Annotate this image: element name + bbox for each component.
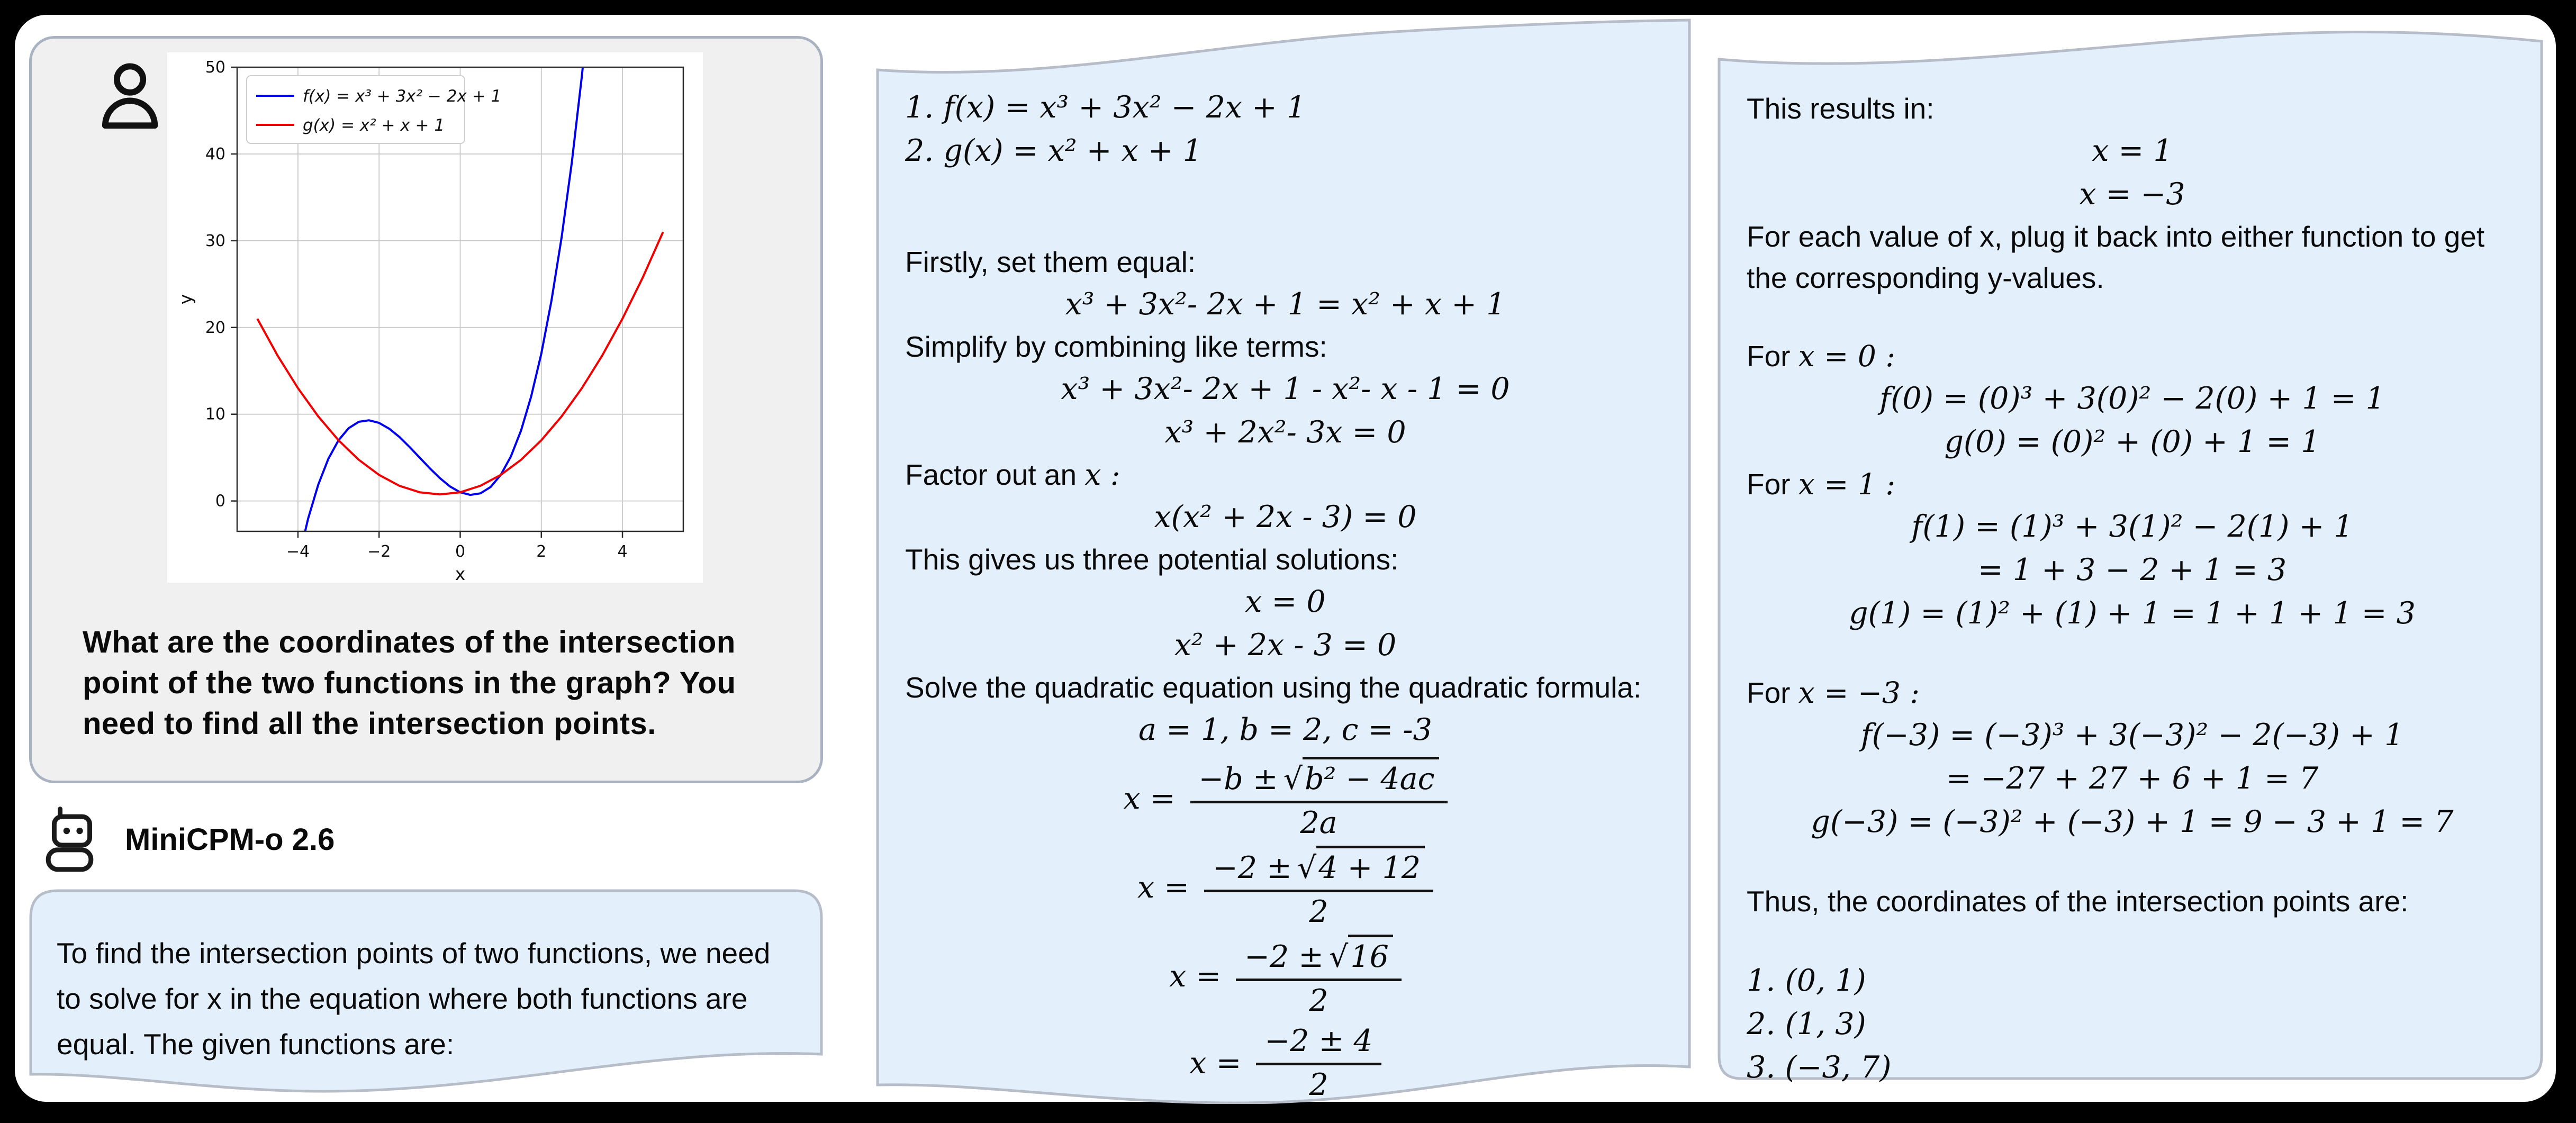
svg-text:−2: −2 <box>367 542 391 561</box>
svg-text:y: y <box>175 294 196 305</box>
panel-line: For each value of x, plug it back into either function to get the corresponding y-values. <box>1747 220 2485 294</box>
panel-line <box>1747 298 2518 336</box>
panel-line: = 1 + 3 − 2 + 1 = 3 <box>1977 553 2287 587</box>
function-graph <box>167 52 703 583</box>
user-message-panel <box>29 36 823 783</box>
panel-line: x³ + 3x²- 2x + 1 = x² + x + 1 <box>1065 287 1506 322</box>
svg-text:20: 20 <box>205 318 225 337</box>
bot-name-label: MiniCPM-o 2.6 <box>125 822 335 857</box>
panel-line: 2. (1, 3) <box>1747 1007 1866 1042</box>
panel-line: Solve the quadratic equation using the quadratic formula: <box>905 671 1642 704</box>
svg-text:4: 4 <box>617 542 628 561</box>
panel-line: x = −b ± √ b² − 4ac 2a <box>905 757 1666 840</box>
svg-text:0: 0 <box>215 492 225 511</box>
panel-line <box>1747 635 2518 672</box>
panel-line: f(−3) = (−3)³ + 3(−3)² − 2(−3) + 1 <box>1860 718 2404 753</box>
svg-text:30: 30 <box>205 231 225 250</box>
panel-line: x = $\frac{-2 \pm 4}{2}$ <box>905 1024 1666 1102</box>
bot-row <box>42 797 335 882</box>
panel-line: f(1) = (1)³ + 3(1)² − 2(1) + 1 <box>1911 509 2353 544</box>
panel-line: This results in: <box>1747 92 1935 125</box>
panel-line: 1. (0, 1) <box>1747 963 1866 998</box>
svg-text:f(x) = x³ + 3x² − 2x + 1: f(x) = x³ + 3x² − 2x + 1 <box>303 87 502 106</box>
panel-line: Simplify by combining like terms: <box>905 330 1327 363</box>
response-panel-3 <box>1718 18 2543 1093</box>
panel-line: x³ + 3x²- 2x + 1 - x²- x - 1 = 0 <box>1061 372 1510 406</box>
panel-line: 3. (−3, 7) <box>1747 1050 1892 1085</box>
panel-line: 2. g(x) = x² + x + 1 <box>905 133 1203 168</box>
panel-line <box>1747 844 2518 881</box>
panel-line: This gives us three potential solutions: <box>905 543 1399 576</box>
svg-text:0: 0 <box>455 542 466 561</box>
panel-line: Factor out an x : <box>905 458 1120 492</box>
response-bubble-1 <box>29 889 823 1101</box>
panel-line: For x = 1 : <box>1747 467 1895 501</box>
panel-line: For x = −3 : <box>1747 676 1920 710</box>
panel-line: 1. f(x) = x³ + 3x² − 2x + 1 <box>905 90 1306 125</box>
panel-line: x = −2 ± √ 16 2 <box>905 935 1666 1018</box>
panel-line: x = −2 ± √ 4 + 12 2 <box>905 846 1666 929</box>
panel-line: x = −3 <box>2079 177 2185 212</box>
svg-text:−4: −4 <box>286 542 310 561</box>
user-avatar-icon <box>94 61 163 140</box>
response-panel-2 <box>876 18 1691 1104</box>
panel-line: x³ + 2x²- 3x = 0 <box>1164 415 1406 450</box>
panel-line: a = 1, b = 2, c = -3 <box>1138 712 1432 747</box>
panel-line: x² + 2x - 3 = 0 <box>1174 628 1397 663</box>
panel-line: = −27 + 27 + 6 + 1 = 7 <box>1946 761 2319 796</box>
panel-line: Thus, the coordinates of the intersection points are: <box>1747 885 2409 918</box>
panel-line: x = 0 <box>1245 584 1326 619</box>
svg-text:x: x <box>455 564 466 583</box>
panel-line <box>905 173 1666 241</box>
svg-text:2: 2 <box>536 542 547 561</box>
svg-text:40: 40 <box>205 144 225 164</box>
panel-line: f(0) = (0)³ + 3(0)² − 2(0) + 1 = 1 <box>1879 381 2385 416</box>
right-panel-lines <box>1747 88 2518 1089</box>
panel-line: x = 1 <box>2092 133 2173 168</box>
middle-panel-lines <box>905 86 1666 1108</box>
panel-line <box>1747 922 2518 959</box>
panel-line: x(x² + 2x - 3) = 0 <box>1154 500 1417 535</box>
panel-line: g(0) = (0)² + (0) + 1 = 1 <box>1944 424 2320 459</box>
bot-avatar-icon <box>42 806 102 873</box>
panel-line: g(1) = (1)² + (1) + 1 = 1 + 1 + 1 = 3 <box>1849 596 2416 631</box>
panel-line: g(−3) = (−3)² + (−3) + 1 = 9 − 3 + 1 = 7 <box>1811 804 2454 839</box>
panel-line: For x = 0 : <box>1747 339 1895 373</box>
chart <box>167 52 703 583</box>
response-text-1: To find the intersection points of two functions, we need to solve for x in the equation where both functions are equal. The given functions are: <box>57 937 771 1061</box>
panel-line: Firstly, set them equal: <box>905 246 1196 278</box>
svg-text:g(x) = x² + x + 1: g(x) = x² + x + 1 <box>303 116 445 135</box>
figure-canvas <box>15 15 2556 1102</box>
svg-text:10: 10 <box>205 405 225 424</box>
svg-text:50: 50 <box>205 58 225 77</box>
question-text: What are the coordinates of the intersection point of the two functions in the graph? You need to find all the intersection points. <box>83 625 736 741</box>
